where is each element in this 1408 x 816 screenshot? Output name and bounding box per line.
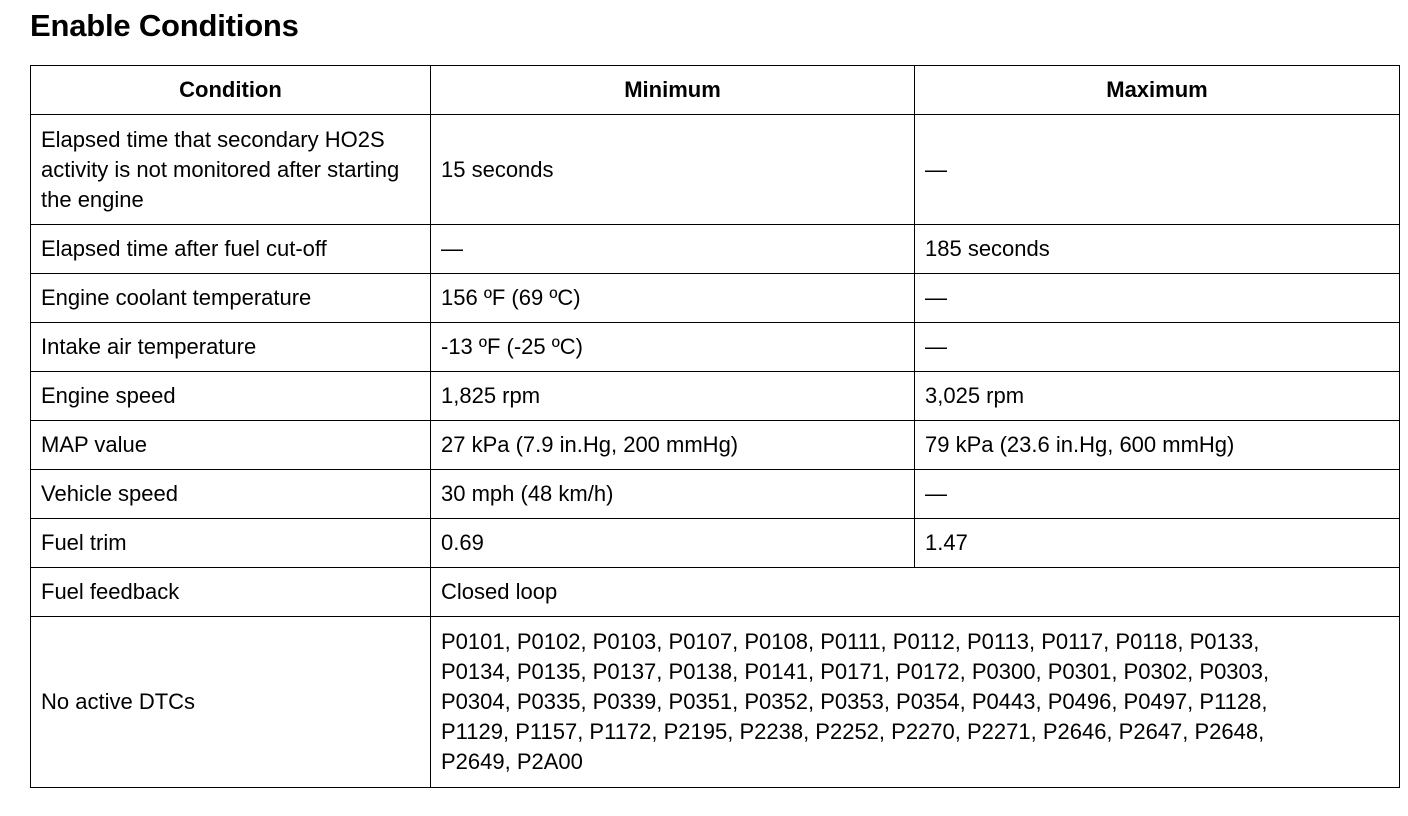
- table-row: [31, 274, 1400, 323]
- table-row-dtcs: [31, 617, 1400, 788]
- header-condition: Condition: [31, 66, 431, 115]
- minimum-cell: —: [431, 225, 915, 274]
- condition-cell: Engine coolant temperature: [31, 274, 431, 323]
- header-maximum: Maximum: [915, 66, 1400, 115]
- maximum-cell: 3,025 rpm: [915, 372, 1400, 421]
- table-header-row: [31, 66, 1400, 115]
- page-title: Enable Conditions: [30, 8, 299, 43]
- header-minimum: Minimum: [431, 66, 915, 115]
- enable-conditions-table: [30, 65, 1400, 788]
- table-row: [31, 470, 1400, 519]
- dtc-line: P2649, P2A00: [441, 749, 583, 774]
- table-row: [31, 421, 1400, 470]
- table-row-fuel-feedback: [31, 568, 1400, 617]
- dtc-line: P1129, P1157, P1172, P2195, P2238, P2252, P2270, P2271, P2646, P2647, P2648,: [441, 719, 1265, 744]
- maximum-cell: —: [915, 323, 1400, 372]
- minimum-cell: 1,825 rpm: [431, 372, 915, 421]
- condition-cell: Elapsed time after fuel cut-off: [31, 225, 431, 274]
- dtc-line: P0101, P0102, P0103, P0107, P0108, P0111, P0112, P0113, P0117, P0118, P0133,: [441, 629, 1260, 654]
- minimum-cell: 30 mph (48 km/h): [431, 470, 915, 519]
- condition-cell: Vehicle speed: [31, 470, 431, 519]
- maximum-cell: 79 kPa (23.6 in.Hg, 600 mmHg): [915, 421, 1400, 470]
- minimum-cell: 15 seconds: [431, 115, 915, 225]
- maximum-cell: 185 seconds: [915, 225, 1400, 274]
- condition-cell: Fuel trim: [31, 519, 431, 568]
- maximum-cell: —: [915, 470, 1400, 519]
- minimum-cell: -13 ºF (-25 ºC): [431, 323, 915, 372]
- dtc-line: P0134, P0135, P0137, P0138, P0141, P0171, P0172, P0300, P0301, P0302, P0303,: [441, 659, 1270, 684]
- dtc-list-cell: [431, 617, 1400, 788]
- condition-cell: No active DTCs: [31, 617, 431, 788]
- condition-cell: Intake air temperature: [31, 323, 431, 372]
- table-row: [31, 519, 1400, 568]
- table-row: [31, 372, 1400, 421]
- condition-cell: Engine speed: [31, 372, 431, 421]
- minimum-cell: 27 kPa (7.9 in.Hg, 200 mmHg): [431, 421, 915, 470]
- minimum-cell: 156 ºF (69 ºC): [431, 274, 915, 323]
- maximum-cell: 1.47: [915, 519, 1400, 568]
- condition-cell: Elapsed time that secondary HO2S activity is not monitored after starting the engine: [31, 115, 431, 225]
- condition-cell: Fuel feedback: [31, 568, 431, 617]
- fuel-feedback-value: Closed loop: [431, 568, 1400, 617]
- table-row: [31, 323, 1400, 372]
- condition-cell: MAP value: [31, 421, 431, 470]
- minimum-cell: 0.69: [431, 519, 915, 568]
- table-row: [31, 115, 1400, 225]
- maximum-cell: —: [915, 115, 1400, 225]
- maximum-cell: —: [915, 274, 1400, 323]
- table-row: [31, 225, 1400, 274]
- dtc-line: P0304, P0335, P0339, P0351, P0352, P0353, P0354, P0443, P0496, P0497, P1128,: [441, 689, 1268, 714]
